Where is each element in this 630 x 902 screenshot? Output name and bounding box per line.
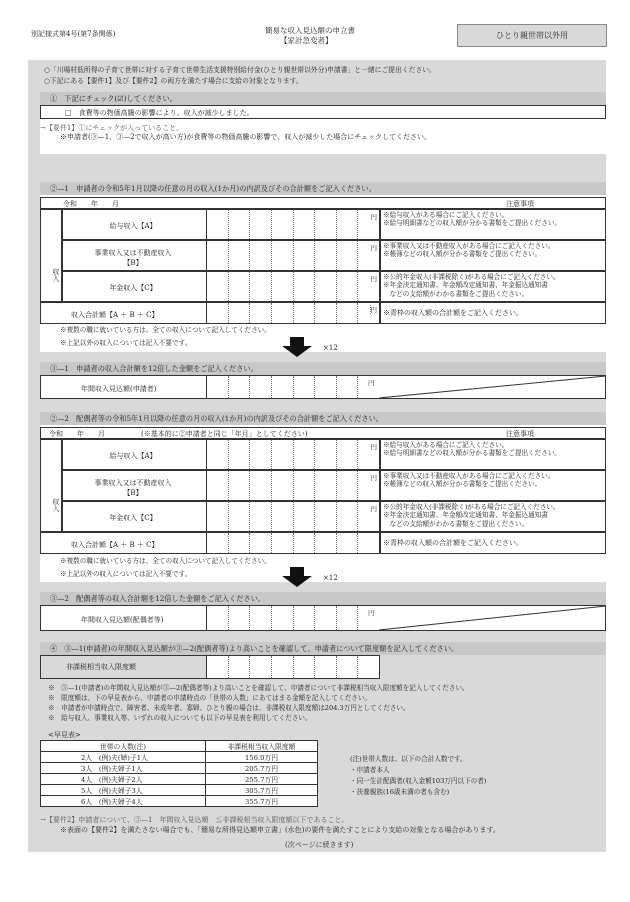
notes-header: 注意事項 — [506, 200, 534, 208]
foot-note-2: ※上記以外の収入については記入不要です。 — [60, 339, 192, 347]
income-row: 給与収入【A】 円 — [62, 209, 380, 240]
intro-line-1: ○「川場村低所得の子育て世帯に対する子育て世帯生活支援特別給付金(ひとり親世帯以外分)申請書」と一緒にご提出ください。 — [44, 66, 436, 74]
intro-line-2: ○下記にある【要件1】及び【要件2】の両方を満たす場合に支給の対象となります。 — [44, 77, 303, 85]
income-note: ※事業収入又は不動産収入がある場合にご記入ください。 ※帳簿などの収入額が分かる書類をご提出ください。 — [380, 470, 606, 501]
table-row: 5人 (例)夫婦子3人 305.7万円 — [41, 785, 318, 796]
doc-title: 簡易な収入見込額の申立書 — [265, 26, 355, 35]
income-input[interactable] — [206, 440, 379, 469]
foot-note-1: ※複数の職に就いている方は、全ての収入について記入してください。 — [60, 326, 271, 334]
income-label: 年金収入【C】 — [109, 514, 157, 522]
period-field[interactable]: 令和 年 月 — [63, 200, 119, 208]
times12-label: ×12 — [323, 344, 338, 352]
requirement2: →【要件2】申請者について、③—1 年間収入見込額 ≦非課税相当収入限度額以下であること。 — [40, 816, 349, 824]
income-row: 年金収入【C】 円 — [62, 271, 380, 302]
income-note: ※公的年金収入(非課税除く)がある場合にご記入ください。 ※年金決定通知書、年金額改定通知書、年金振込通知書 などの支給額がわかる書類をご提出ください。 — [380, 501, 606, 532]
income-side-label-2: 収入 — [40, 439, 62, 532]
income-input[interactable] — [206, 502, 379, 531]
income-note: ※事業収入又は不動産収入がある場合にご記入ください。 ※帳簿などの収入額が分かる書類をご提出ください。 — [380, 240, 606, 271]
continued-label: (次ページに続きます) — [285, 841, 354, 849]
annual-spouse-label: 年間収入見込額(配偶者等) — [81, 616, 164, 624]
income-note: ※給与収入がある場合にご記入ください。 ※給与明細書などの収入額が分かる書類をご提出ください。 — [380, 209, 606, 240]
section3b-header: ③—2 配偶者等の収入合計額を12倍した金額をご記入ください。 — [40, 592, 606, 605]
form-number: 別記様式第4号(第7条関係) — [31, 30, 116, 38]
income-label: 事業収入又は不動産収入 — [94, 249, 172, 257]
annual-spouse-input[interactable] — [206, 606, 379, 630]
section2a-header: ②—1 申請者の令和5年1月以降の任意の月の収入(1か月)の内訳及びその合計額をご記入ください。 — [40, 182, 606, 195]
period-field-2[interactable]: 令和 年 月 — [49, 430, 105, 438]
income-row: 事業収入又は不動産収入 【B】 円 — [62, 240, 380, 271]
income-row: 年金収入【C】 円 — [62, 501, 380, 532]
total-input-2[interactable] — [206, 533, 379, 553]
requirement2-note: ※表面の【要件2】を満たさない場合でも、「簡易な所得見込額申立書」(水色)の要件を満たすことにより支給の対象となる場合があります。 — [60, 826, 500, 834]
total-input[interactable]: 円 — [206, 303, 379, 323]
doc-subtitle: 【家計急変者】 — [280, 36, 333, 45]
requirement1-note: ※申請者(③—1、③—2で収入が高い方)が食費等の物価高騰の影響で、収入が減少した場合にチェックしてください。 — [60, 133, 432, 141]
section3a-header: ③—1 申請者の収入合計額を12倍した金額をご記入ください。 — [40, 362, 606, 375]
section1-header: ① 下記にチェック(☑)してください。 — [40, 92, 606, 105]
limit-table: 世帯の人数(注) 非課税相当収入限度額 2人 (例)夫(婦)子1人 156.0万円 3人 (例)夫婦子1人 205.7万円 4人 (例)夫婦子2人 255.7万円 5人 (例)夫婦子3人 305.7万円 6人 (例)夫婦子4人 355.7万円 — [40, 740, 318, 807]
income-note: ※給与収入がある場合にご記入ください。 ※給与明細書などの収入額が分かる書類をご提出ください。 — [380, 439, 606, 470]
category-badge: ひとり親世帯以外用 — [457, 24, 607, 47]
annual-applicant-label: 年間収入見込額(申請者) — [81, 385, 157, 393]
down-arrow-icon — [282, 567, 312, 587]
income-note: ※公的年金収入(非課税除く)がある場合にご記入ください。 ※年金決定通知書、年金額改定通知書、年金振込通知書 などの支給額がわかる書類をご提出ください。 — [380, 271, 606, 302]
income-input[interactable] — [206, 210, 379, 239]
section4-header: ④ ③—1(申請者)の年間収入見込額が③—2(配偶者等)より高いことを確認して、申請者について限度額を記入してください。 — [40, 642, 606, 655]
income-row: 給与収入【A】 円 — [62, 439, 380, 470]
annual-applicant-input[interactable] — [206, 376, 379, 398]
requirement1: →【要件1】①にチェックが入っていること。 — [40, 124, 184, 132]
income-side-label: 収入 — [40, 209, 62, 302]
income-input[interactable] — [206, 241, 379, 270]
table-row: 2人 (例)夫(婦)子1人 156.0万円 — [41, 752, 318, 763]
limit-label: 非課税相当収入限度額 — [41, 656, 206, 678]
income-label: 給与収入【A】 — [109, 222, 157, 230]
income-label: 事業収入又は不動産収入 — [94, 479, 172, 487]
down-arrow-icon — [282, 337, 312, 357]
income-input[interactable] — [206, 471, 379, 500]
income-input[interactable] — [206, 272, 379, 301]
income-label: 年金収入【C】 — [109, 284, 157, 292]
limit-input[interactable] — [206, 656, 379, 678]
section2b-header: ②—2 配偶者等の令和5年1月以降の任意の月の収入(1か月)の内訳及びその合計額をご記入ください。 — [40, 412, 606, 425]
table-row: 4人 (例)夫婦子2人 255.7万円 — [41, 774, 318, 785]
period-note: (※基本的に②申請者と同じ「年月」としてください) — [141, 430, 308, 438]
total-label: 収入合計額【A ＋ B ＋ C】 — [71, 311, 159, 319]
reduction-checkbox[interactable]: □ 食費等の物価高騰の影響により、収入が減少しました。 — [40, 105, 606, 119]
income-label: 給与収入【A】 — [109, 452, 157, 460]
table-row: 6人 (例)夫婦子4人 355.7万円 — [41, 796, 318, 807]
income-row: 事業収入又は不動産収入 【B】 円 — [62, 470, 380, 501]
table-row: 3人 (例)夫婦子1人 205.7万円 — [41, 763, 318, 774]
total-note: ※青枠の収入額の合計額をご記入ください。 — [380, 302, 606, 324]
table-caption: <早見表> — [48, 731, 81, 739]
